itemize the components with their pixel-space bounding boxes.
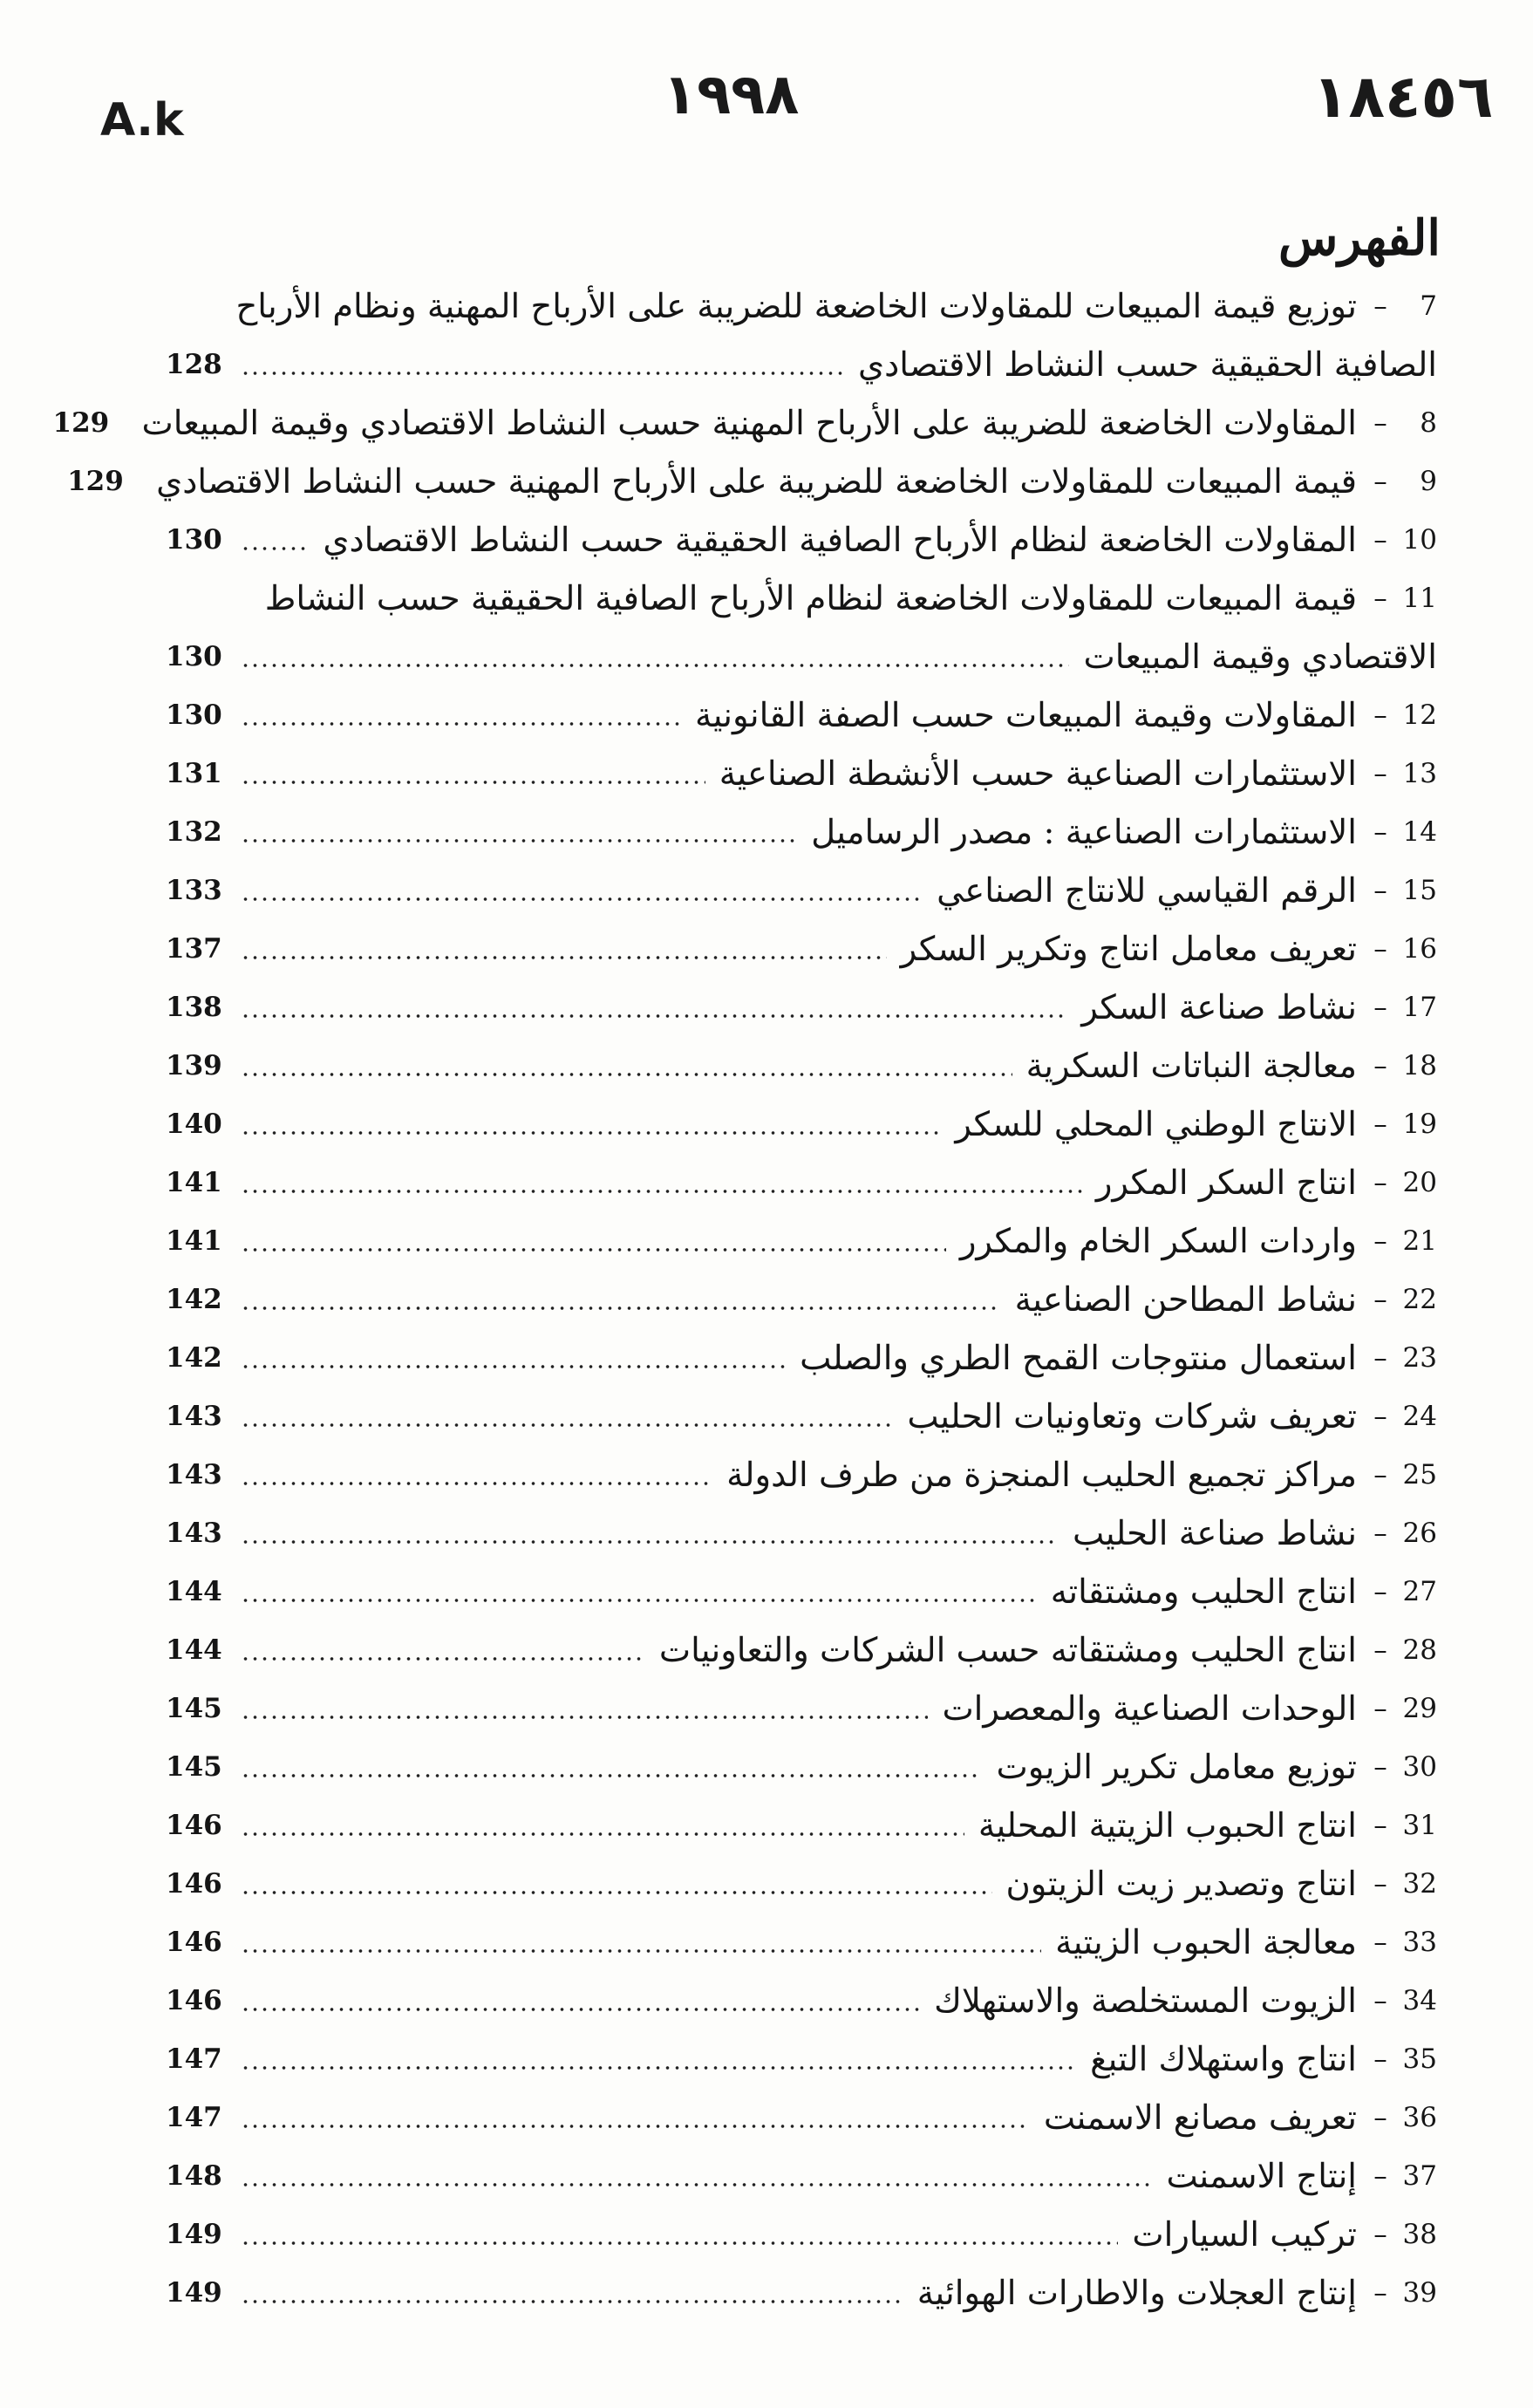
page-number: 137 (166, 933, 222, 965)
entry-dash: – (1373, 1050, 1387, 1081)
entry-title: الصافية الحقيقية حسب النشاط الاقتصادي (857, 344, 1437, 385)
dot-leader (241, 1599, 1037, 1602)
entry-number: 14 (1402, 816, 1437, 848)
entry-number: 24 (1402, 1401, 1437, 1432)
toc-entry-line (166, 1452, 1437, 1497)
dot-leader (241, 1832, 964, 1836)
entry-number: 25 (1402, 1459, 1437, 1491)
page-number: 128 (166, 349, 222, 380)
dot-leader (241, 839, 797, 842)
dot-leader (241, 1716, 928, 1719)
page-number: 143 (166, 1518, 222, 1549)
page-number: 143 (166, 1459, 222, 1491)
dot-leader (241, 2066, 1076, 2070)
entry-dash: – (1373, 2219, 1387, 2250)
entry-title: معالجة الحبوب الزيتية (1055, 1922, 1357, 1962)
entry-number: 36 (1402, 2102, 1437, 2133)
page-number: 147 (166, 2043, 222, 2075)
page-number: 146 (166, 1985, 222, 2016)
page-number: 133 (166, 875, 222, 906)
toc-entry-line (166, 283, 1437, 329)
toc-entry-line (166, 1511, 1437, 1556)
entry-dash: – (1373, 407, 1387, 439)
entry-title: توزيع معامل تكرير الزيوت (996, 1747, 1357, 1787)
entry-number: 38 (1402, 2219, 1437, 2250)
entry-title: نشاط صناعة الحليب (1073, 1513, 1357, 1553)
dot-leader (241, 1365, 786, 1368)
dot-leader (241, 2183, 1153, 2186)
toc-entry-line (166, 2212, 1437, 2257)
toc-entry-line (166, 1102, 1437, 1147)
entry-number: 37 (1402, 2160, 1437, 2192)
toc-entry-line (166, 1861, 1437, 1907)
page-number: 145 (166, 1693, 222, 1724)
dot-leader (241, 1482, 712, 1485)
toc-entry-line (166, 634, 1517, 679)
handwritten-year: ١٩٩٨ (663, 63, 800, 127)
entry-dash: – (1373, 2160, 1387, 2192)
entry-title: انتاج واستهلاك التبغ (1090, 2039, 1357, 2079)
dot-leader (241, 897, 923, 901)
page-number: 146 (166, 1868, 222, 1900)
entry-number: 20 (1402, 1167, 1437, 1198)
dot-leader (241, 1774, 982, 1777)
toc-entry-line (166, 868, 1437, 913)
entry-number: 31 (1402, 1810, 1437, 1841)
entry-title: إنتاج العجلات والاطارات الهوائية (916, 2273, 1357, 2313)
entry-dash: – (1373, 758, 1387, 789)
entry-number: 28 (1402, 1634, 1437, 1666)
dot-leader (241, 547, 309, 550)
entry-title: نشاط المطاحن الصناعية (1014, 1279, 1357, 1320)
page-number: 131 (166, 758, 222, 789)
entry-number: 11 (1402, 583, 1437, 614)
entry-dash: – (1373, 1225, 1387, 1257)
dot-leader (241, 781, 705, 784)
entry-dash: – (1373, 583, 1387, 614)
entry-dash: – (1373, 933, 1387, 965)
entry-title: قيمة المبيعات للمقاولات الخاضعة لنظام الأرباح الصافية الحقيقية حسب النشاط (264, 578, 1357, 618)
dot-leader (241, 1073, 1012, 1076)
entry-title: مراكز تجميع الحليب المنجزة من طرف الدولة (726, 1455, 1357, 1495)
entry-title: توزيع قيمة المبيعات للمقاولات الخاضعة للضريبة على الأرباح المهنية ونظام الأرباح (235, 286, 1357, 326)
toc-entry-line (166, 1160, 1437, 1205)
entry-title: إنتاج الاسمنت (1166, 2156, 1357, 2196)
dot-leader (241, 722, 681, 726)
dot-leader (241, 2241, 1118, 2245)
entry-dash: – (1373, 1518, 1387, 1549)
entry-dash: – (1373, 2277, 1387, 2309)
page-number: 130 (166, 524, 222, 556)
page-number: 132 (166, 816, 222, 848)
entry-title: المقاولات الخاضعة للضريبة على الأرباح المهنية حسب النشاط الاقتصادي وقيمة المبيعات (141, 403, 1357, 443)
entry-title: انتاج الحبوب الزيتية المحلية (978, 1805, 1357, 1845)
entry-title: تركيب السيارات (1132, 2214, 1357, 2255)
entry-number: 12 (1402, 699, 1437, 731)
entry-dash: – (1373, 466, 1387, 497)
dot-leader (241, 2008, 920, 2011)
entry-number: 35 (1402, 2043, 1437, 2075)
entry-title: المقاولات الخاضعة لنظام الأرباح الصافية الحقيقية حسب النشاط الاقتصادي (323, 520, 1357, 560)
page-number: 129 (67, 466, 124, 497)
entry-title: معالجة النباتات السكرية (1025, 1046, 1357, 1086)
entry-title: قيمة المبيعات للمقاولات الخاضعة للضريبة على الأرباح المهنية حسب النشاط الاقتصادي (156, 461, 1357, 501)
entry-title: الوحدات الصناعية والمعصرات (942, 1688, 1357, 1729)
dot-leader (241, 1891, 992, 1894)
entry-title: تعريف معامل انتاج وتكرير السكر (900, 929, 1357, 969)
toc-entry-line (166, 692, 1437, 738)
dot-leader (241, 2300, 903, 2303)
dot-leader (241, 1949, 1041, 1953)
toc-entry-line (166, 1686, 1437, 1731)
toc-entry-line (166, 926, 1437, 972)
toc-entry-line (166, 2270, 1437, 2316)
toc-entry-line (166, 1218, 1437, 1264)
entry-number: 13 (1402, 758, 1437, 789)
dot-leader (241, 1190, 1082, 1193)
entry-dash: – (1373, 1459, 1387, 1491)
page-number: 142 (166, 1284, 222, 1315)
toc-entry-line (166, 1277, 1437, 1322)
entry-title: نشاط صناعة السكر (1081, 987, 1357, 1027)
entry-dash: – (1373, 1167, 1387, 1198)
handwritten-initials: A.k (100, 94, 184, 147)
toc-entry-line (166, 576, 1437, 621)
dot-leader (241, 1306, 1001, 1310)
page-title: الفهرس (1278, 209, 1441, 267)
entry-title: الانتاج الوطني المحلي للسكر (955, 1104, 1357, 1144)
page-number: 130 (166, 699, 222, 731)
entry-dash: – (1373, 524, 1387, 556)
entry-dash: – (1373, 1868, 1387, 1900)
toc-entry-line (166, 517, 1437, 563)
entry-number: 9 (1420, 466, 1437, 497)
entry-dash: – (1373, 2043, 1387, 2075)
entry-title: الاستثمارات الصناعية : مصدر الرساميل (811, 812, 1357, 852)
entry-number: 8 (1420, 407, 1437, 439)
dot-leader (241, 1657, 645, 1661)
entry-number: 17 (1402, 992, 1437, 1023)
page-number: 146 (166, 1927, 222, 1958)
entry-dash: – (1373, 875, 1387, 906)
entry-dash: – (1373, 1693, 1387, 1724)
entry-number: 34 (1402, 1985, 1437, 2016)
toc-entry-line (166, 1978, 1437, 2023)
entry-dash: – (1373, 1401, 1387, 1432)
entry-number: 29 (1402, 1693, 1437, 1724)
entry-number: 27 (1402, 1576, 1437, 1607)
page-number: 149 (166, 2277, 222, 2309)
entry-number: 16 (1402, 933, 1437, 965)
entry-number: 26 (1402, 1518, 1437, 1549)
toc-entry-line (166, 2095, 1437, 2140)
entry-title: واردات السكر الخام والمكرر (959, 1221, 1357, 1261)
entry-title: تعريف مصانع الاسمنت (1043, 2098, 1357, 2138)
entry-number: 30 (1402, 1751, 1437, 1783)
entry-title: انتاج الحليب ومشتقاته حسب الشركات والتعاونيات (658, 1630, 1357, 1670)
toc-entry-line (166, 1569, 1437, 1614)
toc-entry-line (166, 1043, 1437, 1088)
entry-dash: – (1373, 1751, 1387, 1783)
dot-leader (241, 1423, 893, 1427)
toc-entry-line (166, 751, 1437, 796)
entry-dash: – (1373, 699, 1387, 731)
entry-number: 19 (1402, 1108, 1437, 1140)
page-number: 138 (166, 992, 222, 1023)
dot-leader (241, 664, 1069, 667)
entry-title: تعريف شركات وتعاونيات الحليب (907, 1396, 1357, 1436)
entry-number: 10 (1402, 524, 1437, 556)
toc-entry-line (166, 985, 1437, 1030)
dot-leader (241, 1248, 946, 1252)
toc-entry-line (52, 400, 1437, 446)
entry-dash: – (1373, 1576, 1387, 1607)
page-number: 144 (166, 1576, 222, 1607)
dot-leader (241, 1131, 941, 1135)
page-number: 130 (166, 641, 222, 672)
entry-dash: – (1373, 1634, 1387, 1666)
dot-leader (241, 956, 887, 959)
entry-dash: – (1373, 1927, 1387, 1958)
page-number: 147 (166, 2102, 222, 2133)
entry-title: استعمال منتوجات القمح الطري والصلب (800, 1338, 1357, 1378)
toc-entry-line (166, 342, 1517, 387)
page-number: 145 (166, 1751, 222, 1783)
entry-dash: – (1373, 1342, 1387, 1374)
toc-entry-line (166, 809, 1437, 855)
dot-leader (241, 2125, 1030, 2128)
entry-number: 21 (1402, 1225, 1437, 1257)
entry-number: 15 (1402, 875, 1437, 906)
page-number: 129 (52, 407, 110, 439)
handwritten-number: ١٨٤٥٦ (1312, 63, 1494, 132)
entry-title: انتاج الحليب ومشتقاته (1050, 1572, 1357, 1612)
page-number: 149 (166, 2219, 222, 2250)
page-number: 143 (166, 1401, 222, 1432)
toc-entry-line (166, 1803, 1437, 1848)
entry-title: الرقم القياسي للانتاج الصناعي (937, 870, 1357, 911)
entry-number: 39 (1402, 2277, 1437, 2309)
entry-title: انتاج وتصدير زيت الزيتون (1005, 1864, 1357, 1904)
toc-entry-line (166, 1394, 1437, 1439)
entry-number: 33 (1402, 1927, 1437, 1958)
page-number: 146 (166, 1810, 222, 1841)
toc-entry-line (166, 1627, 1437, 1673)
entry-number: 23 (1402, 1342, 1437, 1374)
dot-leader (241, 372, 844, 375)
entry-dash: – (1373, 992, 1387, 1023)
entry-dash: – (1373, 1810, 1387, 1841)
toc-entry-line (166, 1335, 1437, 1381)
dot-leader (241, 1540, 1059, 1544)
entry-dash: – (1373, 1284, 1387, 1315)
page-number: 140 (166, 1108, 222, 1140)
entry-number: 32 (1402, 1868, 1437, 1900)
page-number: 139 (166, 1050, 222, 1081)
toc-entry-line (166, 1920, 1437, 1965)
entry-title: الاقتصادي وقيمة المبيعات (1083, 637, 1437, 677)
entry-dash: – (1373, 290, 1387, 322)
page-number: 141 (166, 1167, 222, 1198)
toc-entry-line (166, 1744, 1437, 1790)
page-number: 148 (166, 2160, 222, 2192)
entry-number: 22 (1402, 1284, 1437, 1315)
entry-title: الاستثمارات الصناعية حسب الأنشطة الصناعية (719, 754, 1357, 794)
entry-title: الزيوت المستخلصة والاستهلاك (934, 1981, 1357, 2021)
entry-number: 7 (1420, 290, 1437, 322)
entry-dash: – (1373, 816, 1387, 848)
dot-leader (241, 1014, 1067, 1018)
toc-entry-line (67, 459, 1437, 504)
entry-number: 18 (1402, 1050, 1437, 1081)
entry-dash: – (1373, 2102, 1387, 2133)
entry-dash: – (1373, 1985, 1387, 2016)
entry-dash: – (1373, 1108, 1387, 1140)
page-number: 142 (166, 1342, 222, 1374)
entry-title: انتاج السكر المكرر (1095, 1163, 1357, 1203)
page-number: 144 (166, 1634, 222, 1666)
entry-title: المقاولات وقيمة المبيعات حسب الصفة القانونية (695, 695, 1357, 735)
page-number: 141 (166, 1225, 222, 1257)
toc-entry-line (166, 2036, 1437, 2082)
toc-entry-line (166, 2153, 1437, 2199)
